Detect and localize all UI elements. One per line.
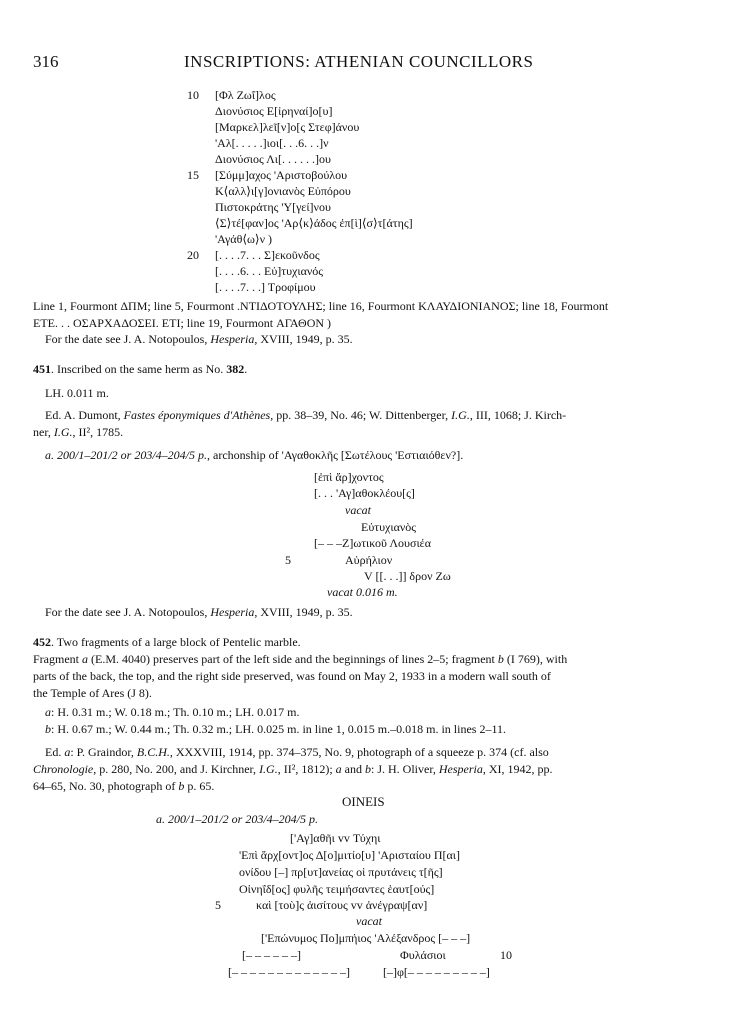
date-note: For the date see J. A. Notopoulos, Hesperia, XVIII, 1949, p. 35. (45, 332, 353, 346)
inscription-line: vacat 0.016 m. (327, 585, 398, 599)
inscription-line: [Μαρκελ]λεῖ[ν]ο[ς Στεφ]άνου (215, 120, 360, 134)
inscription-line: 'Αγάθ⟨ω⟩ν ) (215, 232, 273, 246)
inscription-line: [. . . .7. . . Σ]εκοῦνδος (215, 248, 320, 262)
inscription-line: Εὐτυχιανὸς (361, 520, 417, 534)
entry-451-heading: 451. Inscribed on the same herm as No. 382. (33, 362, 248, 376)
inscription-line: Διονύσιος Λι[. . . . . .]ου (215, 152, 331, 166)
inscription-line: [– – – – – – – – – – – – –] (228, 965, 350, 979)
inscription-line: 'Αλ[. . . . .]ιοι[. . .6. . .]ν (215, 136, 329, 150)
inscription-date: a. 200/1–201/2 or 203/4–204/5 p. (156, 812, 319, 826)
inscription-line: [Σύμμ]αχος 'Αριστοβούλου (215, 168, 348, 182)
line-number: 10 (500, 948, 512, 962)
inscription-line: Διονύσιος Ε[ἰρηναί]ο[υ] (215, 104, 333, 118)
inscription-line: [Φλ Ζωΐ]λος (215, 88, 276, 102)
letter-height: LH. 0.011 m. (45, 386, 109, 400)
inscription-line: [. . . .6. . . Εὐ]τυχιανός (215, 264, 324, 278)
inscription-line: Κ⟨αλλ⟩ι[γ]ονιανὸς Εὐπόρου (215, 184, 351, 198)
inscription-line: Πιστοκράτης 'Υ[γεί]νου (215, 200, 331, 214)
inscription-line: ['Αγ]αθῆι vv Τύχηι (290, 831, 381, 845)
inscription-line: [– – –Ζ]ωτικοῦ Λουσιέα (314, 536, 431, 550)
inscription-line: Φυλάσιοι (400, 948, 446, 962)
measurements: a: H. 0.31 m.; W. 0.18 m.; Th. 0.10 m.; LH. 0.017 m. b: H. 0.67 m.; W. 0.44 m.; Th. 0.32 m.; LH. 0.025 m. in line 1, 0.015 m.–0.018 m. in lines 2–11. (45, 705, 507, 736)
edition-note: Ed. A. Dumont, Fastes éponymiques d'Athènes, pp. 38–39, No. 46; W. Dittenberger, I.G., III, 1068; J. Kirch- ner, I.G., II², 1785. (33, 408, 567, 439)
inscription-line: Αὐρήλιον (345, 553, 393, 567)
tribe-heading: OINEIS (342, 794, 385, 809)
inscription-line: V [[. . .]] δρον Ζω (364, 569, 451, 583)
line-number: 5 (285, 553, 291, 567)
inscription-line: [–]φ[– – – – – – – – –] (383, 965, 490, 979)
entry-452-description: 452. Two fragments of a large block of Pentelic marble. Fragment a (E.M. 4040) preserves part of the left side and the beginnings of lines 2–5; fragment b (I 769), with parts of the back, the top, and the right side preserved, was found on May 2, 1933 in a modern wall south of the Temple of Ares (J 8). (33, 635, 568, 700)
running-title: INSCRIPTIONS: ATHENIAN COUNCILLORS (184, 52, 534, 71)
inscription-line: ⟨Σ⟩τέ[φαν]ος 'Αρ⟨κ⟩άδος ἐπ[ὶ]⟨σ⟩τ[άτης] (215, 216, 413, 230)
inscription-line: vacat (345, 503, 371, 517)
line-number: 5 (215, 898, 221, 912)
line-number: 20 (187, 248, 199, 262)
page-number: 316 (33, 52, 59, 71)
inscription-line: ονίδου [–] πρ[υτ]ανείας οἱ πρυτάνεις τ[ῆς] (239, 865, 443, 879)
edition-note: Ed. a: P. Graindor, B.C.H., XXXVIII, 1914, pp. 374–375, No. 9, photograph of a squeeze p. 374 (cf. also Chronologie, p. 280, No. 200, and J. Kirchner, I.G., II², 1812); a and b: J. H. Oliver, Hesperia, XI, 1942, pp. 64–65, No. 30, photograph of b p. 65. (33, 745, 553, 793)
inscription-line: [. . . .7. . .] Τροφίμου (215, 280, 316, 294)
archonship-line: a. 200/1–201/2 or 203/4–204/5 p., archonship of 'Αγαθοκλῆς [Σωτέλους 'Εστιαιόθεν?]. (45, 448, 464, 462)
apparatus-note: Line 1, Fourmont ΔΠΜ; line 5, Fourmont .ΝΤΙΔΟΤΟΥΛΗΣ; line 16, Fourmont ΚΛΑΥΔΙΟΝΙΑΝΟΣ; line 18, Fourmont ΕΤΕ. . . ΟΣΑΡΧΑΔΟΣΕΙ. ΕΤΙ; line 19, Fourmont ΑΓΑΘΟΝ ) (33, 299, 609, 330)
date-note: For the date see J. A. Notopoulos, Hesperia, XVIII, 1949, p. 35. (45, 605, 353, 619)
inscription-line: Οἰνηΐδ[ος] φυλῆς τειμήσαντες ἑαυτ[ούς] (239, 882, 435, 896)
inscription-line: [– – – – – –] (242, 948, 301, 962)
line-number: 15 (187, 168, 199, 182)
line-number: 10 (187, 88, 199, 102)
inscription-line: 'Επὶ ἄρχ[οντ]ος Δ[ο]μιτίο[υ] 'Αρισταίου Π[αι] (239, 848, 461, 862)
inscription-line: ['Επώνυμος Πο]μπήιος 'Αλέξανδρος [– – –] (261, 931, 471, 945)
inscription-line: vacat (356, 914, 382, 928)
inscription-line: [. . . 'Αγ]αθοκλέου[ς] (314, 486, 415, 500)
inscription-line: καὶ [τοὺ]ς ἀισίτους vv ἀνέγραψ[αν] (256, 898, 428, 912)
inscription-line: [ἐπὶ ἄρ]χοντος (314, 470, 384, 484)
